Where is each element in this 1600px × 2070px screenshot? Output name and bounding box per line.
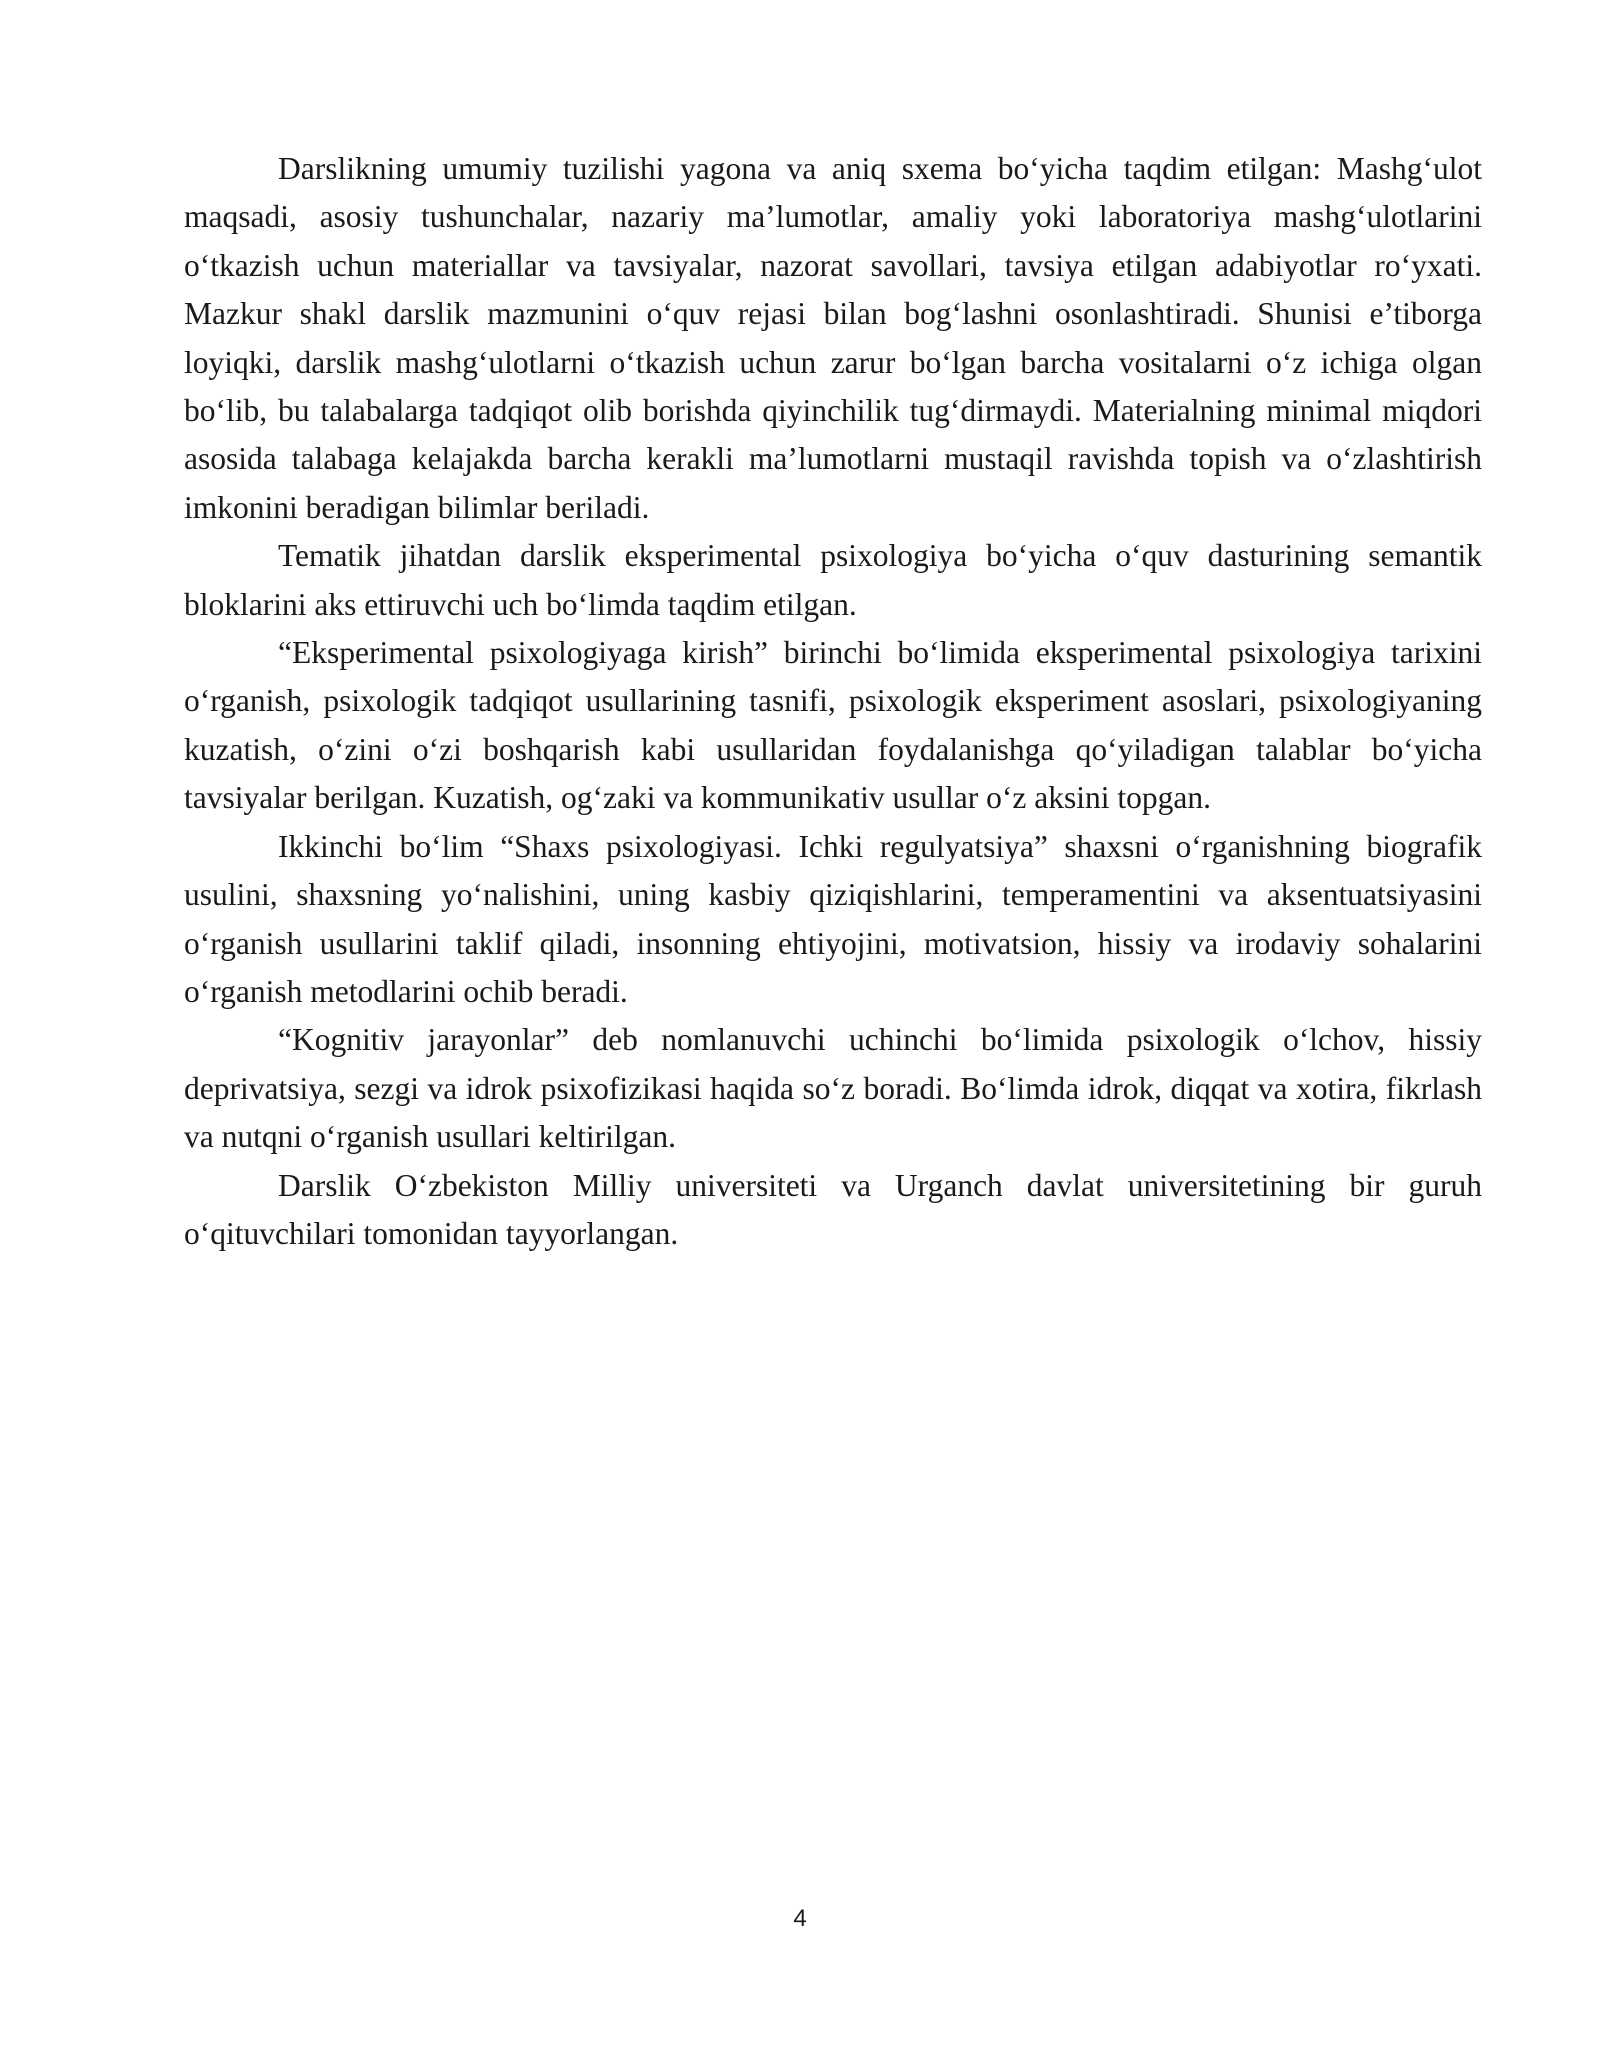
paragraph: Darslikning umumiy tuzilishi yagona va aniq sxema bo‘yicha taqdim etilgan: Mashg‘ulot maqsadi, asosiy tushunchalar, nazariy ma’lumotlar, amaliy yoki laboratoriya mashg‘ulotlarini o‘tkazish uchun materiallar va tavsiyalar, nazorat savollari, tavsiya etilgan adabiyotlar ro‘yxati. Mazkur shakl darslik mazmunini o‘quv rejasi bilan bog‘lashni osonlashtiradi. Shunisi e’tiborga loyiqki, darslik mashg‘ulotlarni o‘tkazish uchun zarur bo‘lgan barcha vositalarni o‘z ichiga olgan bo‘lib, bu talabalarga tadqiqot olib borishda qiyinchilik tug‘dirmaydi. Materialning minimal miqdori asosida talabaga kelajakda barcha kerakli ma’lumotlarni mustaqil ravishda topish va o‘zlashtirish imkonini beradigan bilimlar beriladi. (184, 151, 1482, 525)
paragraph: “Kognitiv jarayonlar” deb nomlanuvchi uchinchi bo‘limida psixologik o‘lchov, hissiy deprivatsiya, sezgi va idrok psixofizikasi haqida so‘z boradi. Bo‘limda idrok, diqqat va xotira, fikrlash va nutqni o‘rganish usullari keltirilgan. (184, 1022, 1482, 1155)
body-text (184, 145, 1482, 1258)
paragraph: Darslik O‘zbekiston Milliy universiteti va Urganch davlat universitetining bir guruh o‘qituvchilari tomonidan tayyorlangan. (184, 1167, 1482, 1251)
paragraph: Tematik jihatdan darslik eksperimental psixologiya bo‘yicha o‘quv dasturining semantik bloklarini aks ettiruvchi uch bo‘limda taqdim etilgan. (184, 538, 1482, 622)
paragraph: Ikkinchi bo‘lim “Shaxs psixologiyasi. Ichki regulyatsiya” shaxsni o‘rganishning biografik usulini, shaxsning yo‘nalishini, uning kasbiy qiziqishlarini, temperamentini va aksentuatsiyasini o‘rganish usullarini taklif qiladi, insonning ehtiyojini, motivatsion, hissiy va irodaviy sohalarini o‘rganish metodlarini ochib beradi. (184, 828, 1482, 1009)
page-number: 4 (793, 1905, 807, 1932)
paragraph: “Eksperimental psixologiyaga kirish” birinchi bo‘limida eksperimental psixologiya tarixini o‘rganish, psixologik tadqiqot usullarining tasnifi, psixologik eksperiment asoslari, psixologiyaning kuzatish, o‘zini o‘zi boshqarish kabi usullaridan foydalanishga qo‘yiladigan talablar bo‘yicha tavsiyalar berilgan. Kuzatish, og‘zaki va kommunikativ usullar o‘z aksini topgan. (184, 635, 1482, 816)
